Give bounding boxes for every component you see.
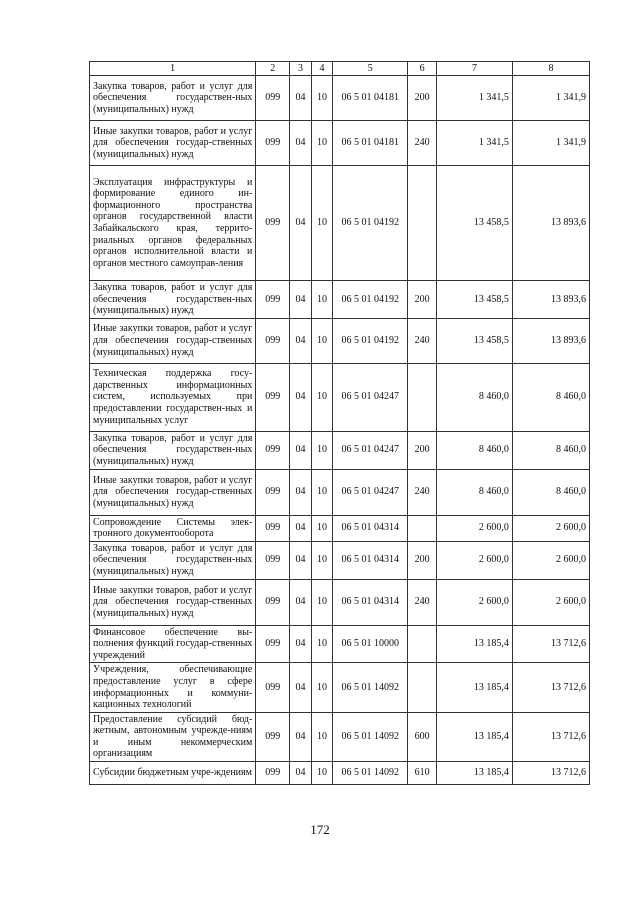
subsection-code-cell: 10: [311, 579, 333, 625]
table-row: [90, 166, 590, 281]
expense-type-cell: 610: [408, 762, 437, 785]
grbs-code-cell: 099: [256, 663, 290, 712]
table-row: [90, 431, 590, 469]
amount-year1-cell: 13 458,5: [436, 166, 512, 281]
subsection-code-cell: 10: [311, 625, 333, 663]
column-header: 5: [333, 62, 408, 76]
target-article-cell: 06 5 01 10000: [333, 625, 408, 663]
amount-year1-cell: 2 600,0: [436, 579, 512, 625]
subsection-code-cell: 10: [311, 431, 333, 469]
section-code-cell: 04: [290, 762, 312, 785]
table-row: [90, 663, 590, 712]
grbs-code-cell: 099: [256, 625, 290, 663]
grbs-code-cell: 099: [256, 469, 290, 515]
section-code-cell: 04: [290, 515, 312, 541]
row-name-cell: Сопровождение Системы элек-тронного документооборота: [90, 515, 256, 541]
column-header: 2: [256, 62, 290, 76]
grbs-code-cell: 099: [256, 579, 290, 625]
table-row: [90, 76, 590, 121]
amount-year1-cell: 13 185,4: [436, 625, 512, 663]
table-row: [90, 762, 590, 785]
amount-year2-cell: 2 600,0: [512, 579, 589, 625]
grbs-code-cell: 099: [256, 166, 290, 281]
target-article-cell: 06 5 01 04192: [333, 166, 408, 281]
table-row: [90, 541, 590, 579]
subsection-code-cell: 10: [311, 762, 333, 785]
row-name-cell: Эксплуатация инфраструктуры и формирование единого ин-формационного пространства органов государственной власти Забайкальского края, террито-риальных органов федеральных органов исполнительной власти и органов местного самоуправ-ления: [90, 166, 256, 281]
grbs-code-cell: 099: [256, 318, 290, 363]
section-code-cell: 04: [290, 712, 312, 761]
amount-year2-cell: 1 341,9: [512, 121, 589, 166]
target-article-cell: 06 5 01 04192: [333, 318, 408, 363]
expense-type-cell: [408, 515, 437, 541]
target-article-cell: 06 5 01 04247: [333, 431, 408, 469]
section-code-cell: 04: [290, 579, 312, 625]
target-article-cell: 06 5 01 04181: [333, 121, 408, 166]
target-article-cell: 06 5 01 14092: [333, 712, 408, 761]
amount-year2-cell: 2 600,0: [512, 541, 589, 579]
column-header: 6: [408, 62, 437, 76]
section-code-cell: 04: [290, 541, 312, 579]
grbs-code-cell: 099: [256, 76, 290, 121]
expense-type-cell: 240: [408, 469, 437, 515]
row-name-cell: Субсидии бюджетным учре-ждениям: [90, 762, 256, 785]
page-number: 172: [310, 822, 330, 837]
amount-year1-cell: 13 458,5: [436, 318, 512, 363]
target-article-cell: 06 5 01 04247: [333, 469, 408, 515]
table-row: [90, 625, 590, 663]
expense-type-cell: [408, 166, 437, 281]
section-code-cell: 04: [290, 76, 312, 121]
expense-type-cell: 240: [408, 318, 437, 363]
row-name-cell: Иные закупки товаров, работ и услуг для обеспечения государ-ственных (муниципальных) нужд: [90, 469, 256, 515]
expense-type-cell: 200: [408, 431, 437, 469]
row-name-cell: Закупка товаров, работ и услуг для обеспечения государствен-ных (муниципальных) нужд: [90, 76, 256, 121]
row-name-cell: Иные закупки товаров, работ и услуг для обеспечения государ-ственных (муниципальных) нужд: [90, 579, 256, 625]
expense-type-cell: 200: [408, 281, 437, 319]
table-row: [90, 515, 590, 541]
target-article-cell: 06 5 01 04247: [333, 363, 408, 431]
row-name-cell: Закупка товаров, работ и услуг для обеспечения государствен-ных (муниципальных) нужд: [90, 431, 256, 469]
amount-year1-cell: 8 460,0: [436, 469, 512, 515]
grbs-code-cell: 099: [256, 431, 290, 469]
amount-year2-cell: 13 893,6: [512, 166, 589, 281]
expense-type-cell: [408, 663, 437, 712]
expense-type-cell: 240: [408, 121, 437, 166]
column-header: 8: [512, 62, 589, 76]
expense-type-cell: 200: [408, 76, 437, 121]
expense-type-cell: [408, 363, 437, 431]
section-code-cell: 04: [290, 166, 312, 281]
table-row: [90, 469, 590, 515]
section-code-cell: 04: [290, 663, 312, 712]
grbs-code-cell: 099: [256, 363, 290, 431]
row-name-cell: Закупка товаров, работ и услуг для обеспечения государствен-ных (муниципальных) нужд: [90, 541, 256, 579]
target-article-cell: 06 5 01 04192: [333, 281, 408, 319]
grbs-code-cell: 099: [256, 281, 290, 319]
table-row: [90, 363, 590, 431]
row-name-cell: Учреждения, обеспечивающие предоставление услуг в сфере информационных и коммуни-кационных технологий: [90, 663, 256, 712]
subsection-code-cell: 10: [311, 318, 333, 363]
header-row: [90, 62, 590, 76]
subsection-code-cell: 10: [311, 712, 333, 761]
row-name-cell: Иные закупки товаров, работ и услуг для обеспечения государ-ственных (муниципальных) нужд: [90, 121, 256, 166]
grbs-code-cell: 099: [256, 121, 290, 166]
section-code-cell: 04: [290, 625, 312, 663]
expense-type-cell: 200: [408, 541, 437, 579]
subsection-code-cell: 10: [311, 469, 333, 515]
subsection-code-cell: 10: [311, 281, 333, 319]
section-code-cell: 04: [290, 318, 312, 363]
target-article-cell: 06 5 01 04314: [333, 541, 408, 579]
amount-year2-cell: 13 712,6: [512, 625, 589, 663]
grbs-code-cell: 099: [256, 541, 290, 579]
row-name-cell: Техническая поддержка госу-дарственных информационных систем, используемых при предоставлении государствен-ных и муниципальных услуг: [90, 363, 256, 431]
subsection-code-cell: 10: [311, 121, 333, 166]
amount-year1-cell: 1 341,5: [436, 76, 512, 121]
amount-year1-cell: 8 460,0: [436, 363, 512, 431]
table-row: [90, 121, 590, 166]
amount-year1-cell: 1 341,5: [436, 121, 512, 166]
subsection-code-cell: 10: [311, 663, 333, 712]
amount-year1-cell: 13 185,4: [436, 762, 512, 785]
amount-year1-cell: 13 185,4: [436, 663, 512, 712]
amount-year2-cell: 13 712,6: [512, 762, 589, 785]
subsection-code-cell: 10: [311, 515, 333, 541]
amount-year1-cell: 2 600,0: [436, 541, 512, 579]
section-code-cell: 04: [290, 121, 312, 166]
expense-type-cell: 240: [408, 579, 437, 625]
target-article-cell: 06 5 01 04314: [333, 515, 408, 541]
column-header: 1: [90, 62, 256, 76]
budget-table: [89, 61, 590, 785]
row-name-cell: Иные закупки товаров, работ и услуг для обеспечения государ-ственных (муниципальных) нужд: [90, 318, 256, 363]
amount-year1-cell: 13 185,4: [436, 712, 512, 761]
table-row: [90, 318, 590, 363]
grbs-code-cell: 099: [256, 762, 290, 785]
table-row: [90, 281, 590, 319]
target-article-cell: 06 5 01 04181: [333, 76, 408, 121]
table-row: [90, 579, 590, 625]
amount-year2-cell: 13 712,6: [512, 663, 589, 712]
subsection-code-cell: 10: [311, 76, 333, 121]
expense-type-cell: 600: [408, 712, 437, 761]
target-article-cell: 06 5 01 14092: [333, 663, 408, 712]
amount-year2-cell: 1 341,9: [512, 76, 589, 121]
section-code-cell: 04: [290, 363, 312, 431]
row-name-cell: Закупка товаров, работ и услуг для обеспечения государствен-ных (муниципальных) нужд: [90, 281, 256, 319]
target-article-cell: 06 5 01 04314: [333, 579, 408, 625]
section-code-cell: 04: [290, 469, 312, 515]
row-name-cell: Предоставление субсидий бюд-жетным, автономным учрежде-ниям и иным некоммерческим организациям: [90, 712, 256, 761]
grbs-code-cell: 099: [256, 515, 290, 541]
grbs-code-cell: 099: [256, 712, 290, 761]
section-code-cell: 04: [290, 281, 312, 319]
expense-type-cell: [408, 625, 437, 663]
row-name-cell: Финансовое обеспечение вы-полнения функций государ-ственных учреждений: [90, 625, 256, 663]
column-header: 3: [290, 62, 312, 76]
subsection-code-cell: 10: [311, 363, 333, 431]
target-article-cell: 06 5 01 14092: [333, 762, 408, 785]
section-code-cell: 04: [290, 431, 312, 469]
amount-year2-cell: 8 460,0: [512, 363, 589, 431]
amount-year2-cell: 8 460,0: [512, 431, 589, 469]
amount-year2-cell: 2 600,0: [512, 515, 589, 541]
table-row: [90, 712, 590, 761]
amount-year2-cell: 13 893,6: [512, 318, 589, 363]
amount-year2-cell: 8 460,0: [512, 469, 589, 515]
amount-year1-cell: 8 460,0: [436, 431, 512, 469]
subsection-code-cell: 10: [311, 541, 333, 579]
amount-year1-cell: 13 458,5: [436, 281, 512, 319]
column-header: 4: [311, 62, 333, 76]
amount-year2-cell: 13 893,6: [512, 281, 589, 319]
subsection-code-cell: 10: [311, 166, 333, 281]
amount-year1-cell: 2 600,0: [436, 515, 512, 541]
amount-year2-cell: 13 712,6: [512, 712, 589, 761]
column-header: 7: [436, 62, 512, 76]
